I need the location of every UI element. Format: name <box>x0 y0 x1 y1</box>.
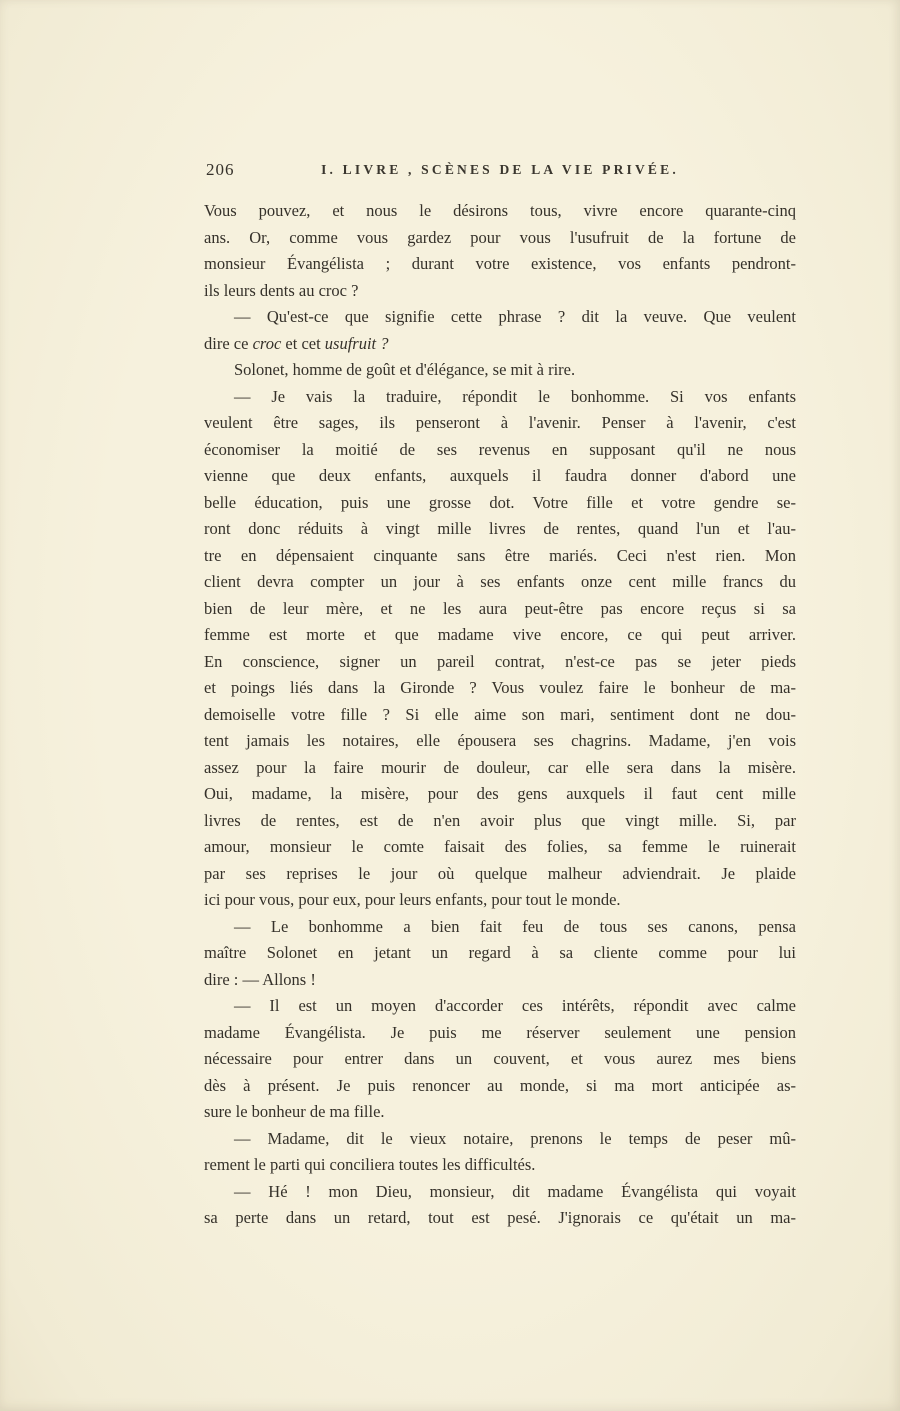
text-line <box>204 993 796 1020</box>
page-header <box>204 158 796 184</box>
text-line <box>204 490 796 517</box>
text-line <box>204 1020 796 1047</box>
italic-text: usufruit ? <box>324 333 389 353</box>
text-segment: — Il est un moyen d'accorder ces intérêts, répondit avec calme <box>234 996 796 1015</box>
text-line <box>204 1205 796 1232</box>
text-line <box>204 887 796 914</box>
text-segment: demoiselle votre fille ? Si elle aime son mari, sentiment dont ne dou- <box>204 704 796 724</box>
text-line <box>204 940 796 967</box>
text-segment: maître Solonet en jetant un regard à sa cliente comme pour lui <box>204 943 796 962</box>
text-segment: femme est morte et que madame vive encore, ce qui peut arriver. <box>204 625 796 644</box>
text-segment: dès à présent. Je puis renoncer au monde, si ma mort anticipée as- <box>204 1075 796 1095</box>
paragraph <box>204 1179 796 1232</box>
text-line <box>204 251 796 278</box>
text-segment: par ses reprises le jour où quelque malheur adviendrait. Je plaide <box>204 863 796 883</box>
text-segment: — Le bonhomme a bien fait feu de tous ses canons, pensa <box>234 916 796 936</box>
paragraph <box>204 198 796 304</box>
paragraph <box>204 914 796 994</box>
running-header: I. LIVRE , SCÈNES DE LA VIE PRIVÉE. <box>321 162 679 177</box>
paragraph <box>204 993 796 1126</box>
text-line <box>204 437 796 464</box>
text-segment: tre en dépensaient cinquante sans être mariés. Ceci n'est rien. Mon <box>204 545 796 565</box>
text-line <box>204 1073 796 1100</box>
text-segment: et poings liés dans la Gironde ? Vous voulez faire le bonheur de ma- <box>204 678 796 697</box>
text-segment: Solonet, homme de goût et d'élégance, se mit à rire. <box>234 360 576 379</box>
italic-text: croc <box>252 333 282 353</box>
paragraph <box>204 1126 796 1179</box>
text-line <box>204 1126 796 1153</box>
text-line <box>204 463 796 490</box>
text-segment: — Hé ! mon Dieu, monsieur, dit madame Évangélista qui voyait <box>234 1181 796 1201</box>
text-line <box>204 384 796 411</box>
text-segment: économiser la moitié de ses revenus en supposant qu'il ne nous <box>204 439 796 459</box>
text-segment: amour, monsieur le comte faisait des folies, sa femme le ruinerait <box>204 837 796 856</box>
text-segment: sure le bonheur de ma fille. <box>204 1102 385 1121</box>
text-segment: rement le parti qui conciliera toutes les difficultés. <box>204 1155 536 1174</box>
text-line <box>204 516 796 543</box>
paragraph <box>204 357 796 384</box>
text-line <box>204 622 796 649</box>
text-segment: dire ce <box>204 333 253 353</box>
text-line <box>204 569 796 596</box>
text-segment: — Madame, dit le vieux notaire, prenons le temps de peser mû- <box>234 1128 796 1148</box>
text-segment: belle éducation, puis une grosse dot. Votre fille et votre gendre se- <box>204 492 796 512</box>
text-line <box>204 1179 796 1206</box>
text-segment: monsieur Évangélista ; durant votre existence, vos enfants pendront- <box>204 254 796 273</box>
text-line <box>204 834 796 861</box>
text-segment: — Je vais la traduire, répondit le bonhomme. Si vos enfants <box>234 386 796 406</box>
text-segment: veulent être sages, ils penseront à l'avenir. Penser à l'avenir, c'est <box>204 413 796 432</box>
text-segment: Vous pouvez, et nous le désirons tous, vivre encore quarante-cinq <box>204 201 796 220</box>
text-segment: Oui, madame, la misère, pour des gens auxquels il faut cent mille <box>204 784 796 803</box>
text-line <box>204 278 796 305</box>
text-line <box>204 198 796 225</box>
text-segment: assez pour la faire mourir de douleur, car elle sera dans la misère. <box>204 757 796 777</box>
text-segment: bien de leur mère, et ne les aura peut-être pas encore reçus si sa <box>204 598 796 618</box>
text-segment: client devra compter un jour à ses enfants onze cent mille francs du <box>204 572 796 591</box>
text-line <box>204 914 796 941</box>
text-line <box>204 702 796 729</box>
text-line <box>204 596 796 623</box>
text-line <box>204 781 796 808</box>
text-segment: sa perte dans un retard, tout est pesé. J'ignorais ce qu'était un ma- <box>204 1208 796 1227</box>
text-segment: dire : — Allons ! <box>204 969 316 989</box>
text-line <box>204 331 796 358</box>
text-line <box>204 728 796 755</box>
text-line <box>204 675 796 702</box>
text-line <box>204 225 796 252</box>
text-line <box>204 357 796 384</box>
text-line <box>204 967 796 994</box>
text-segment: En conscience, signer un pareil contrat, n'est-ce pas se jeter pieds <box>204 651 796 671</box>
text-segment: et cet <box>281 333 325 353</box>
page-content <box>204 158 796 1232</box>
page-number: 206 <box>206 160 235 179</box>
paragraph <box>204 384 796 914</box>
paragraph <box>204 304 796 357</box>
text-block <box>204 198 796 1232</box>
text-line <box>204 1152 796 1179</box>
text-segment: ici pour vous, pour eux, pour leurs enfants, pour tout le monde. <box>204 890 621 909</box>
text-line <box>204 304 796 331</box>
text-segment: ans. Or, comme vous gardez pour vous l'usufruit de la fortune de <box>204 227 796 247</box>
text-line <box>204 649 796 676</box>
text-segment: vienne que deux enfants, auxquels il faudra donner d'abord une <box>204 466 796 485</box>
text-line <box>204 1099 796 1126</box>
text-segment: ils leurs dents au croc ? <box>204 280 359 300</box>
text-line <box>204 808 796 835</box>
text-segment: livres de rentes, est de n'en avoir plus que vingt mille. Si, par <box>204 810 796 830</box>
text-segment: nécessaire pour entrer dans un couvent, et vous aurez mes biens <box>204 1049 796 1068</box>
text-line <box>204 861 796 888</box>
text-segment: madame Évangélista. Je puis me réserver seulement une pension <box>204 1022 796 1042</box>
text-line <box>204 410 796 437</box>
text-segment: tent jamais les notaires, elle épousera ses chagrins. Madame, j'en vois <box>204 731 796 750</box>
text-line <box>204 543 796 570</box>
text-segment: ront donc réduits à vingt mille livres de rentes, quand l'un et l'au- <box>204 519 796 538</box>
text-line <box>204 1046 796 1073</box>
text-line <box>204 755 796 782</box>
text-segment: — Qu'est-ce que signifie cette phrase ? dit la veuve. Que veulent <box>234 307 796 326</box>
